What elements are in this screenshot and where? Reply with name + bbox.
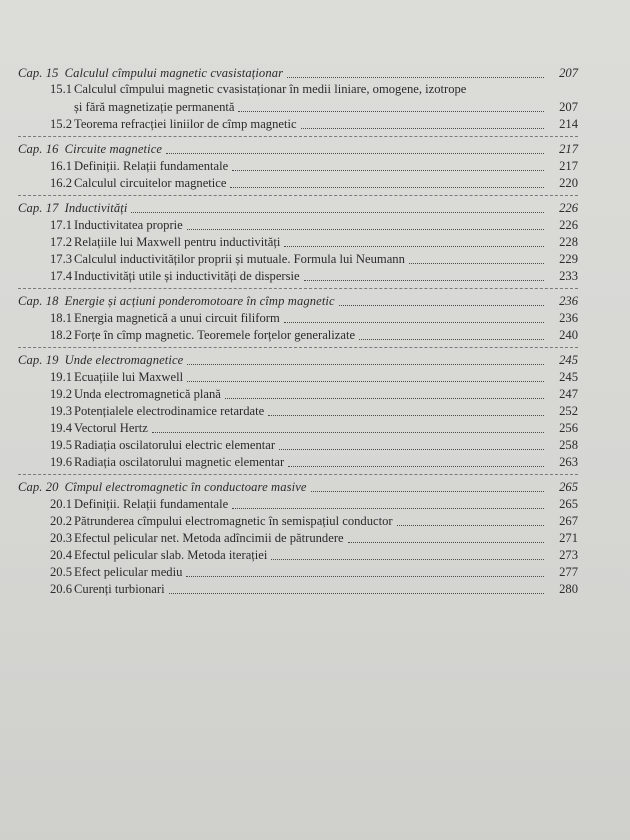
toc-section-entry[interactable] bbox=[18, 81, 578, 115]
page-number: 226 bbox=[559, 201, 578, 215]
page-number: 236 bbox=[559, 294, 578, 308]
chapter-number: Cap. 18 bbox=[18, 294, 59, 308]
toc-chapter bbox=[18, 140, 578, 191]
toc-chapter bbox=[18, 64, 578, 132]
chapter-title: Circuite magnetice bbox=[64, 142, 163, 156]
chapter-title: Calculul cîmpului magnetic cvasistaționar bbox=[64, 66, 284, 80]
page-number: 207 bbox=[559, 66, 578, 80]
page-number: 217 bbox=[559, 142, 578, 156]
page-number: 265 bbox=[559, 480, 578, 494]
section-number: 19.3 bbox=[50, 404, 73, 418]
leader-dots bbox=[238, 110, 544, 112]
leader-dots bbox=[187, 228, 544, 230]
leader-dots bbox=[131, 211, 544, 213]
section-title: Calculul inductivităților proprii și mutuale. Formula lui Neumann bbox=[74, 252, 405, 266]
chapter-heading[interactable] bbox=[18, 478, 578, 495]
leader-dots bbox=[348, 541, 544, 543]
page-number: 273 bbox=[559, 548, 578, 562]
section-number: 20.2 bbox=[50, 514, 73, 528]
section-title: Radiația oscilatorului electric elementar bbox=[74, 438, 276, 452]
leader-dots bbox=[187, 363, 544, 365]
leader-dots bbox=[359, 338, 544, 340]
leader-dots bbox=[271, 558, 544, 560]
toc-chapter bbox=[18, 292, 578, 343]
leader-dots bbox=[279, 448, 544, 450]
section-title: Energia magnetică a unui circuit filiform bbox=[74, 311, 280, 325]
chapter-title: Unde electromagnetice bbox=[64, 353, 184, 367]
section-number: 20.6 bbox=[50, 582, 73, 596]
leader-dots bbox=[397, 524, 544, 526]
toc-section-entry[interactable] bbox=[18, 495, 578, 512]
chapter-title: Energie și acțiuni ponderomotoare în cîmp magnetic bbox=[64, 294, 335, 308]
section-number: 19.2 bbox=[50, 387, 73, 401]
leader-dots bbox=[225, 397, 544, 399]
page-number: 258 bbox=[559, 438, 578, 452]
section-title: Unda electromagnetică plană bbox=[74, 387, 221, 401]
section-number: 17.1 bbox=[50, 218, 73, 232]
chapter-heading[interactable] bbox=[18, 140, 578, 157]
section-title: Inductivitatea proprie bbox=[74, 218, 183, 232]
chapter-title: Cîmpul electromagnetic în conductoare masive bbox=[64, 480, 307, 494]
leader-dots bbox=[301, 127, 544, 129]
table-of-contents bbox=[18, 64, 578, 601]
toc-section-entry[interactable] bbox=[18, 419, 578, 436]
section-title: Calculul cîmpului magnetic cvasistaționar în medii liniare, omogene, izotrope bbox=[74, 82, 467, 96]
section-title: Efect pelicular mediu bbox=[74, 565, 183, 579]
section-number: 19.1 bbox=[50, 370, 73, 384]
page-number: 233 bbox=[559, 269, 578, 283]
section-title: Potențialele electrodinamice retardate bbox=[74, 404, 265, 418]
toc-section-entry[interactable] bbox=[18, 529, 578, 546]
chapter-number: Cap. 17 bbox=[18, 201, 59, 215]
section-number: 20.3 bbox=[50, 531, 73, 545]
chapter-heading[interactable] bbox=[18, 199, 578, 216]
section-title: Teorema refracției liniilor de cîmp magnetic bbox=[74, 117, 297, 131]
page-number: 247 bbox=[559, 387, 578, 401]
page-number: 226 bbox=[559, 218, 578, 232]
page-number: 265 bbox=[559, 497, 578, 511]
leader-dots bbox=[166, 152, 544, 154]
leader-dots bbox=[284, 245, 544, 247]
toc-section-entry[interactable] bbox=[18, 250, 578, 267]
page-number: 220 bbox=[559, 176, 578, 190]
toc-section-entry[interactable] bbox=[18, 546, 578, 563]
section-title: Radiația oscilatorului magnetic elementar bbox=[74, 455, 285, 469]
toc-section-entry[interactable] bbox=[18, 385, 578, 402]
leader-dots bbox=[339, 304, 544, 306]
section-title: Ecuațiile lui Maxwell bbox=[74, 370, 184, 384]
toc-section-entry[interactable] bbox=[18, 309, 578, 326]
chapter-heading[interactable] bbox=[18, 64, 578, 81]
section-number: 19.6 bbox=[50, 455, 73, 469]
section-number: 19.5 bbox=[50, 438, 73, 452]
toc-section-entry[interactable] bbox=[18, 157, 578, 174]
section-number: 15.2 bbox=[50, 117, 73, 131]
leader-dots bbox=[152, 431, 544, 433]
chapter-heading[interactable] bbox=[18, 351, 578, 368]
section-title: Relațiile lui Maxwell pentru inductivități bbox=[74, 235, 281, 249]
toc-section-entry[interactable] bbox=[18, 580, 578, 597]
toc-section-entry[interactable] bbox=[18, 436, 578, 453]
chapter-divider bbox=[18, 195, 578, 196]
chapter-title: Inductivități bbox=[64, 201, 128, 215]
toc-section-entry[interactable] bbox=[18, 368, 578, 385]
page-number: 214 bbox=[559, 117, 578, 131]
section-number: 17.3 bbox=[50, 252, 73, 266]
section-title-continued: și fără magnetizație permanentă bbox=[74, 100, 235, 114]
toc-chapter bbox=[18, 478, 578, 597]
section-number: 20.5 bbox=[50, 565, 73, 579]
chapter-heading[interactable] bbox=[18, 292, 578, 309]
section-title: Definiții. Relații fundamentale bbox=[74, 497, 229, 511]
page-number: 236 bbox=[559, 311, 578, 325]
toc-section-entry[interactable] bbox=[18, 402, 578, 419]
leader-dots bbox=[284, 321, 544, 323]
toc-section-entry[interactable] bbox=[18, 563, 578, 580]
chapter-divider bbox=[18, 136, 578, 137]
leader-dots bbox=[232, 169, 544, 171]
chapter-divider bbox=[18, 474, 578, 475]
section-title: Efectul pelicular net. Metoda adîncimii de pătrundere bbox=[74, 531, 344, 545]
page-number: 280 bbox=[559, 582, 578, 596]
page-number: 245 bbox=[559, 353, 578, 367]
page-number: 207 bbox=[559, 100, 578, 114]
section-number: 17.4 bbox=[50, 269, 73, 283]
page-number: 240 bbox=[559, 328, 578, 342]
toc-section-entry[interactable] bbox=[18, 233, 578, 250]
page-number: 252 bbox=[559, 404, 578, 418]
chapter-number: Cap. 19 bbox=[18, 353, 59, 367]
section-title: Forțe în cîmp magnetic. Teoremele forțelor generalizate bbox=[74, 328, 356, 342]
section-title: Curenți turbionari bbox=[74, 582, 165, 596]
leader-dots bbox=[287, 76, 544, 78]
page-number: 277 bbox=[559, 565, 578, 579]
leader-dots bbox=[232, 507, 544, 509]
section-number: 18.1 bbox=[50, 311, 73, 325]
leader-dots bbox=[169, 592, 544, 594]
toc-chapter bbox=[18, 351, 578, 470]
toc-section-entry[interactable] bbox=[18, 453, 578, 470]
section-title: Pătrunderea cîmpului electromagnetic în semispațiul conductor bbox=[74, 514, 393, 528]
section-number: 19.4 bbox=[50, 421, 73, 435]
section-number: 15.1 bbox=[50, 82, 73, 96]
leader-dots bbox=[268, 414, 544, 416]
page-number: 256 bbox=[559, 421, 578, 435]
section-number: 20.4 bbox=[50, 548, 73, 562]
leader-dots bbox=[230, 186, 544, 188]
chapter-number: Cap. 20 bbox=[18, 480, 59, 494]
section-number: 20.1 bbox=[50, 497, 73, 511]
section-title: Efectul pelicular slab. Metoda iterației bbox=[74, 548, 268, 562]
page-number: 267 bbox=[559, 514, 578, 528]
chapter-number: Cap. 15 bbox=[18, 66, 59, 80]
leader-dots bbox=[288, 465, 544, 467]
page-number: 263 bbox=[559, 455, 578, 469]
chapter-divider bbox=[18, 347, 578, 348]
toc-section-entry[interactable] bbox=[18, 326, 578, 343]
toc-section-entry[interactable] bbox=[18, 267, 578, 284]
section-number: 16.1 bbox=[50, 159, 73, 173]
leader-dots bbox=[186, 575, 544, 577]
section-title: Inductivități utile și inductivități de dispersie bbox=[74, 269, 300, 283]
toc-section-entry[interactable] bbox=[18, 512, 578, 529]
leader-dots bbox=[409, 262, 544, 264]
leader-dots bbox=[311, 490, 544, 492]
section-title: Calculul circuitelor magnetice bbox=[74, 176, 227, 190]
section-title: Vectorul Hertz bbox=[74, 421, 148, 435]
section-title: Definiții. Relații fundamentale bbox=[74, 159, 229, 173]
section-number: 17.2 bbox=[50, 235, 73, 249]
toc-chapter bbox=[18, 199, 578, 284]
section-number: 16.2 bbox=[50, 176, 73, 190]
leader-dots bbox=[304, 279, 544, 281]
chapter-number: Cap. 16 bbox=[18, 142, 59, 156]
toc-section-entry[interactable] bbox=[18, 115, 578, 132]
page-number: 217 bbox=[559, 159, 578, 173]
leader-dots bbox=[187, 380, 544, 382]
toc-section-entry[interactable] bbox=[18, 216, 578, 233]
page-number: 271 bbox=[559, 531, 578, 545]
page-number: 245 bbox=[559, 370, 578, 384]
toc-section-entry[interactable] bbox=[18, 174, 578, 191]
page-number: 228 bbox=[559, 235, 578, 249]
page-number: 229 bbox=[559, 252, 578, 266]
section-number: 18.2 bbox=[50, 328, 73, 342]
chapter-divider bbox=[18, 288, 578, 289]
